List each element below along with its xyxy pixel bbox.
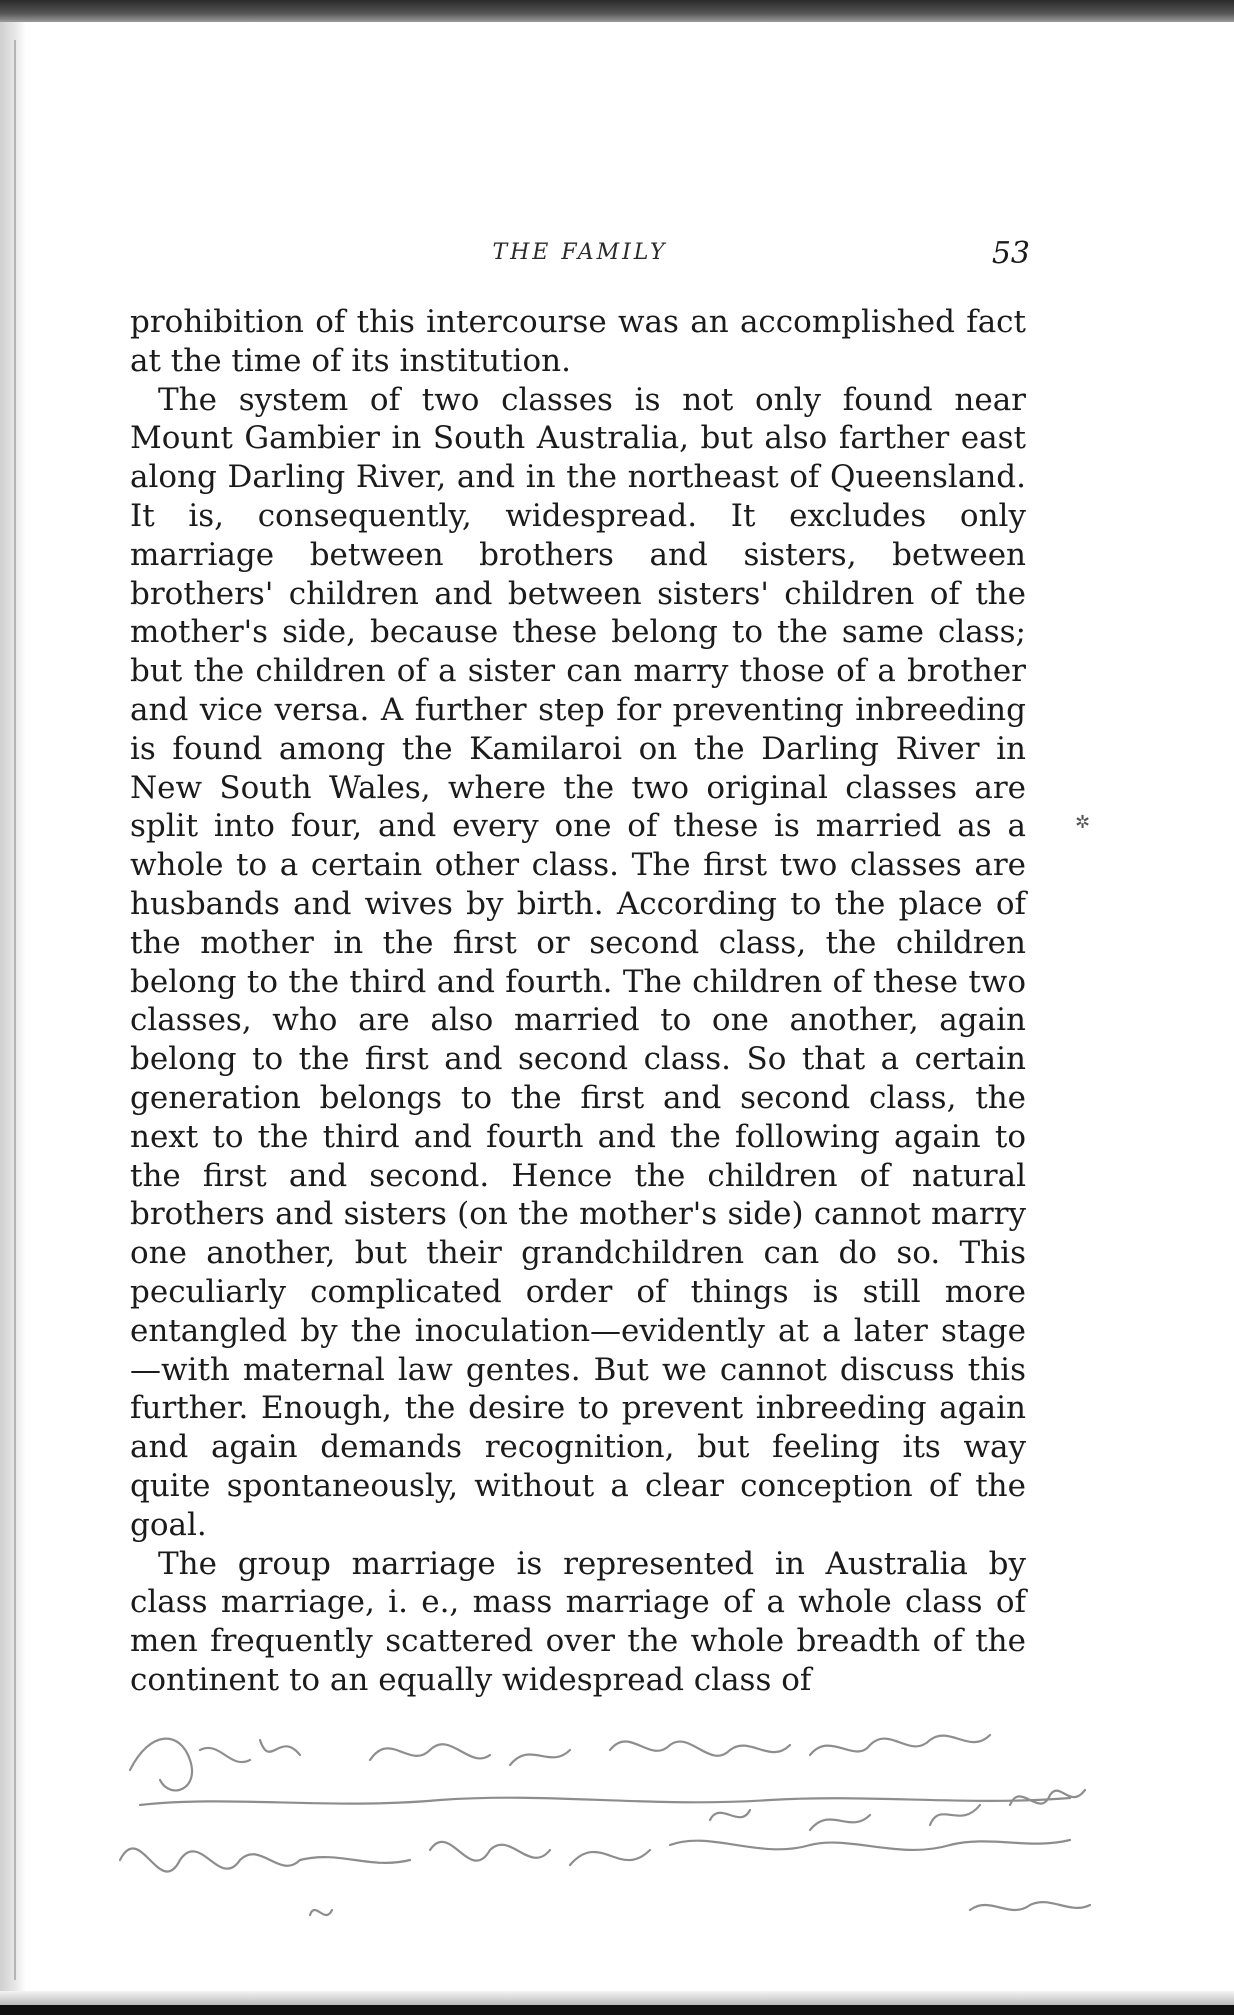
scan-top-edge bbox=[0, 0, 1234, 22]
handwritten-annotation bbox=[110, 1710, 1210, 1950]
body-text bbox=[130, 303, 1026, 1700]
paragraph: The system of two classes is not only found near Mount Gambier in South Australia, but also farther east along Darling River, and in the northeast of Queensland. It is, consequently, widespread. It excludes only marriage between brothers and sisters, between brothers' children and between sisters' children of the mother's side, because these belong to the same class; but the children of a sister can marry those of a brother and vice versa. A further step for preventing inbreeding is found among the Kamilaroi on the Darling River in New South Wales, where the two original classes are split into four, and every one of these is married as a whole to a certain other class. The first two classes are husbands and wives by birth. According to the place of the mother in the first or second class, the children belong to the third and fourth. The children of these two classes, who are also married to one another, again belong to the first and second class. So that a certain generation belongs to the first and second class, the next to the third and fourth and the following again to the first and second. Hence the children of natural brothers and sisters (on the mother's side) cannot marry one another, but their grandchildren can do so. This peculiarly complicated order of things is still more entangled by the inoculation—evidently at a later stage—with maternal law gentes. But we cannot discuss this further. Enough, the desire to prevent inbreeding again and again demands recognition, but feeling its way quite spontaneously, without a clear conception of the goal. bbox=[130, 381, 1026, 1543]
margin-mark: ✲ bbox=[1075, 812, 1091, 833]
page-header bbox=[130, 236, 1030, 280]
scan-bottom-edge bbox=[0, 2005, 1234, 2015]
paragraph: prohibition of this intercourse was an accomplished fact at the time of its institution. bbox=[130, 304, 1026, 379]
gutter-line bbox=[14, 40, 16, 1980]
page-number: 53 bbox=[991, 236, 1030, 271]
running-head: THE FAMILY bbox=[492, 240, 668, 265]
paragraph: The group marriage is represented in Australia by class marriage, i. e., mass marriage of a whole class of men frequently scattered over the whole breadth of the continent to an equally widespread class of bbox=[130, 1545, 1026, 1698]
scan-left-edge bbox=[0, 22, 26, 2015]
scan-bottom-shadow bbox=[0, 1991, 1234, 2005]
